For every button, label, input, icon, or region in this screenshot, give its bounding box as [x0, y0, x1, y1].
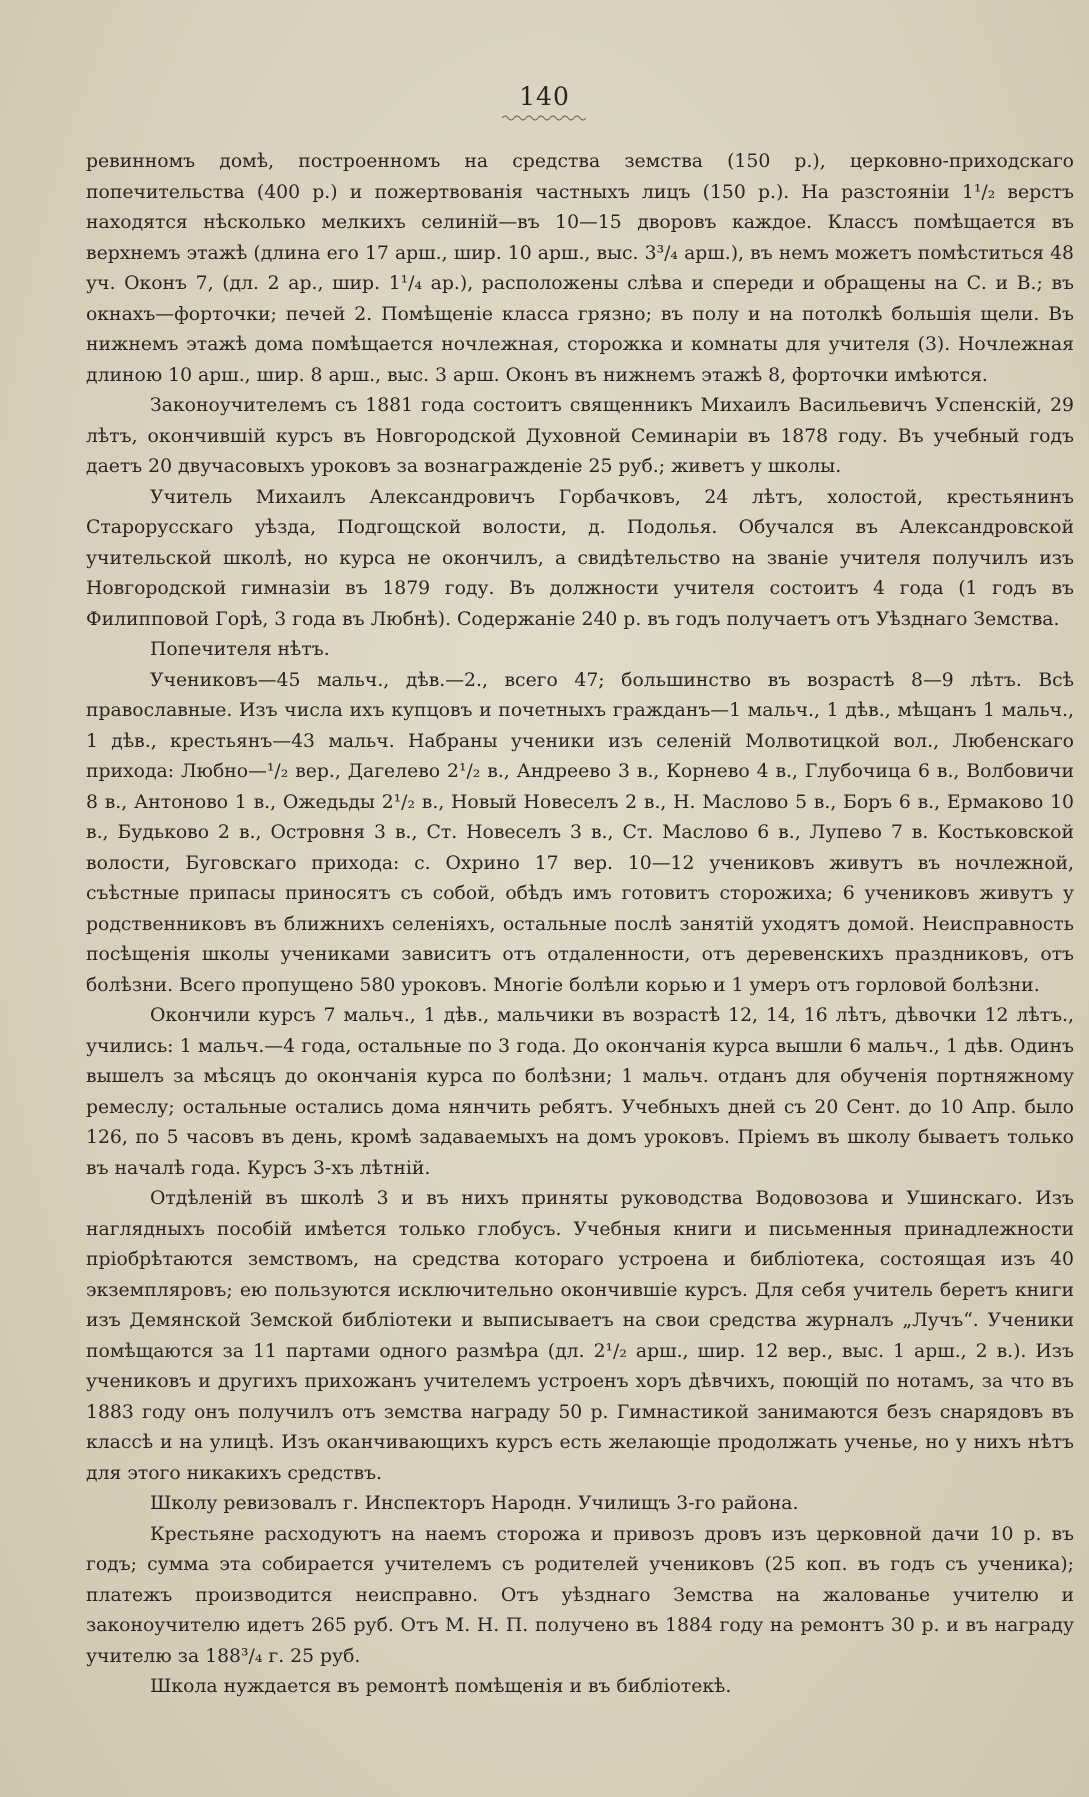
paragraph: Попечителя нѣтъ.	[150, 639, 330, 660]
paragraph: Школа нуждается въ ремонтѣ помѣщенія и въ библіотекѣ.	[150, 1676, 732, 1697]
paragraph: Крестьяне расходуютъ на наемъ сторожа и привозъ дровъ изъ церковной дачи 10 р. въ годъ; сумма эта собирается учителемъ съ родителей учениковъ (25 коп. въ годъ съ ученика); платежъ производится неисправно. Отъ уѣзднаго Земства на жалованье учителю и законоучителю идетъ 265 руб. Отъ М. Н. П. получено въ 1884 году на ремонтъ 30 р. и въ награду учителю за 188³/₄ г. 25 руб.	[86, 1523, 1074, 1667]
page-number: 140	[519, 82, 570, 111]
paragraph: Окончили курсъ 7 мальч., 1 дѣв., мальчики въ возрастѣ 12, 14, 16 лѣтъ, дѣвочки 12 лѣтъ., учились: 1 мальч.—4 года, остальные по 3 года. До окончанія курса вышли 6 мальч., 1 дѣв. Одинъ вышелъ за мѣсяцъ до окончанія курса по болѣзни; 1 мальч. отданъ для обученія портняжному ремеслу; остальные остались дома нянчить ребятъ. Учебныхъ дней съ 20 Сент. до 10 Апр. было 126, по 5 часовъ въ день, кромѣ задаваемыхъ на домъ уроковъ. Пріемъ въ школу бываетъ только въ началѣ года. Курсъ 3-хъ лѣтній.	[86, 1005, 1074, 1179]
paragraph: Законоучителемъ съ 1881 года состоитъ священникъ Михаилъ Васильевичъ Успенскій, 29 лѣтъ, окончившій курсъ въ Новгородской Духовной Семинаріи въ 1878 году. Въ учебный годъ даетъ 20 двучасовыхъ уроковъ за вознагражденіе 25 руб.; живетъ у школы.	[86, 395, 1074, 477]
ornament-rule	[502, 114, 588, 122]
paragraph: Школу ревизовалъ г. Инспекторъ Народн. Училищъ 3-го района.	[150, 1493, 799, 1514]
paragraph: Отдѣленій въ школѣ 3 и въ нихъ приняты руководства Водовозова и Ушинскаго. Изъ наглядныхъ пособій имѣется только глобусъ. Учебныя книги и письменныя принадлежности пріобрѣтаются земствомъ, на средства котораго устроена и библіотека, состоящая изъ 40 экземпляровъ; ею пользуются исключительно окончившіе курсъ. Для себя учитель беретъ книги изъ Демянской Земской библіотеки и выписываетъ на свои средства журналъ „Лучъ“. Ученики помѣщаются за 11 партами одного размѣра (дл. 2¹/₂ арш., шир. 12 вер., выс. 1 арш., 2 в.). Изъ учениковъ и другихъ прихожанъ учителемъ устроенъ хоръ дѣвчихъ, поющій по нотамъ, за что въ 1883 году онъ получилъ отъ земства награду 50 р. Гимнастикой занимаются безъ снарядовъ въ классѣ и на улицѣ. Изъ оканчивающихъ курсъ есть желающіе продолжать ученье, но у нихъ нѣтъ для этого никакихъ средствъ.	[86, 1188, 1074, 1484]
body-text	[86, 147, 1074, 1703]
paragraph: ревинномъ домѣ, построенномъ на средства земства (150 р.), церковно-приходскаго попечительства (400 р.) и пожертвованія частныхъ лицъ (150 р.). На разстояніи 1¹/₂ верстъ находятся нѣсколько мелкихъ селиній—въ 10—15 дворовъ каждое. Классъ помѣщается въ верхнемъ этажѣ (длина его 17 арш., шир. 10 арш., выс. 3³/₄ арш.), въ немъ можетъ помѣститься 48 уч. Оконъ 7, (дл. 2 ар., шир. 1¹/₄ ар.), расположены слѣва и спереди и обращены на С. и В.; въ окнахъ—форточки; печей 2. Помѣщеніе класса грязно; въ полу и на потолкѣ большія щели. Въ нижнемъ этажѣ дома помѣщается ночлежная, сторожка и комнаты для учителя (3). Ночлежная длиною 10 арш., шир. 8 арш., выс. 3 арш. Оконъ въ нижнемъ этажѣ 8, форточки имѣются.	[86, 151, 1074, 386]
paragraph: Учитель Михаилъ Александровичъ Горбачковъ, 24 лѣтъ, холостой, крестьянинъ Старорусскаго уѣзда, Подгощской волости, д. Подолья. Обучался въ Александровской учительской школѣ, но курса не окончилъ, а свидѣтельство на званіе учителя получилъ изъ Новгородской гимназіи въ 1879 году. Въ должности учителя состоитъ 4 года (1 годъ въ Филипповой Горѣ, 3 года въ Любнѣ). Содержаніе 240 р. въ годъ получаетъ отъ Уѣзднаго Земства.	[86, 486, 1074, 630]
paragraph: Учениковъ—45 мальч., дѣв.—2., всего 47; большинство въ возрастѣ 8—9 лѣтъ. Всѣ православные. Изъ числа ихъ купцовъ и почетныхъ гражданъ—1 мальч., 1 дѣв., мѣщанъ 1 мальч., 1 дѣв., крестьянъ—43 мальч. Набраны ученики изъ селеній Молвотицкой вол., Любенскаго прихода: Любно—¹/₂ вер., Дагелево 2¹/₂ в., Андреево 3 в., Корнево 4 в., Глубочица 6 в., Волбовичи 8 в., Антоново 1 в., Ожедьды 2¹/₂ в., Новый Новеселъ 2 в., Н. Маслово 5 в., Боръ 6 в., Ермаково 10 в., Будьково 2 в., Островня 3 в., Ст. Новеселъ 3 в., Ст. Маслово 6 в., Лупево 7 в. Костьковской волости, Буговскаго прихода: с. Охрино 17 вер. 10—12 учениковъ живутъ въ ночлежной, съѣстные припасы приносятъ съ собой, обѣдъ имъ готовитъ сторожиха; 6 учениковъ живутъ у родственниковъ въ ближнихъ селеніяхъ, остальные послѣ занятій уходятъ домой. Неисправность посѣщенія школы учениками зависитъ отъ отдаленности, отъ деревенскихъ праздниковъ, отъ болѣзни. Всего пропущено 580 уроковъ. Многіе болѣли корью и 1 умеръ отъ горловой болѣзни.	[86, 669, 1074, 996]
